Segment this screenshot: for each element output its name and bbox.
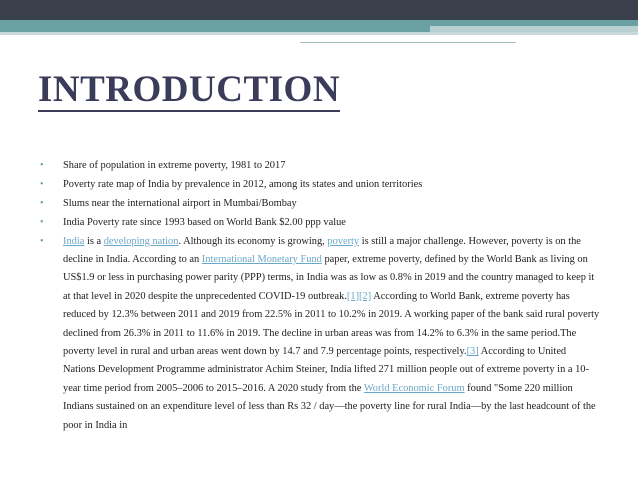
header-thin-rule: [300, 42, 516, 43]
bullet-item: [40, 214, 600, 232]
paragraph-segment: is a: [84, 235, 104, 247]
paragraph-text: [63, 236, 599, 431]
bullet-item-paragraph: [40, 233, 600, 435]
header-band-line: [0, 32, 638, 35]
paragraph-segment: According to World Bank, extreme poverty has reduced by 12.3% between 2011 and 2019 from 22.5% in 2011 to 10.2% in 2019. A working paper of the bank said rural poverty declined from 26.3% in 2011 to 11.6% in 2019. The decline in urban areas was from 14.2% to 6.3% in the same period.The poverty level in rural and urban areas went down by 14.7 and 7.9 percentage points, respectively.: [63, 290, 600, 358]
bullet-text: Share of population in extreme poverty, 1981 to 2017: [63, 160, 286, 171]
bullet-text: Poverty rate map of India by prevalence in 2012, among its states and union territories: [63, 178, 423, 190]
slide-title: INTRODUCTION: [38, 69, 341, 110]
bullet-icon: •: [40, 178, 44, 190]
link-ref-2[interactable]: [2]: [359, 290, 372, 302]
bullet-text: India Poverty rate since 1993 based on World Bank $2.00 ppp value: [63, 216, 346, 228]
bullet-item: [40, 176, 600, 194]
bullet-icon: •: [40, 197, 44, 209]
paragraph-segment: paper, extreme poverty, defined by the World Bank as living on US$1.9 or less in purchasing power parity (PPP) terms, in India was as low as 0.8% in 2019 and the country managed to keep it at that level in 2020 despite the unprecedented COVID-19 outbreak.: [63, 254, 595, 302]
bullet-item: [40, 195, 600, 213]
link-india[interactable]: India: [63, 235, 85, 247]
bullet-icon: •: [40, 235, 44, 247]
link-world-economic-forum[interactable]: World Economic Forum: [363, 382, 465, 394]
paragraph-segment: found "Some 220 million Indians sustained on an expenditure level of less than Rs 32 / day—the poverty line for rural India—by the last headcount of the poor in India in: [63, 382, 596, 431]
link-poverty[interactable]: poverty: [327, 235, 360, 247]
paragraph-segment: According to United Nations Development Programme administrator Achim Steiner, India lifted 271 million people out of extreme poverty in a 10-year time period from 2005–2006 to 2015–2016. A 2020 study from the: [63, 346, 589, 394]
link-ref-3[interactable]: [3]: [466, 346, 479, 358]
bullet-icon: •: [40, 216, 44, 228]
paragraph-segment: is still a major challenge. However, poverty is on the decline in India. According to an: [63, 235, 581, 266]
bullet-text: Slums near the international airport in Mumbai/Bombay: [63, 197, 297, 209]
bullet-list: [40, 157, 600, 435]
link-imf[interactable]: International Monetary Fund: [201, 254, 322, 266]
link-ref-1[interactable]: [1]: [346, 290, 360, 302]
link-developing-nation[interactable]: developing nation: [103, 235, 179, 247]
bullet-item: [40, 157, 600, 175]
paragraph-segment: . Although its economy is growing,: [178, 235, 328, 247]
header-band-dark: [0, 0, 638, 20]
bullet-icon: •: [40, 160, 44, 171]
